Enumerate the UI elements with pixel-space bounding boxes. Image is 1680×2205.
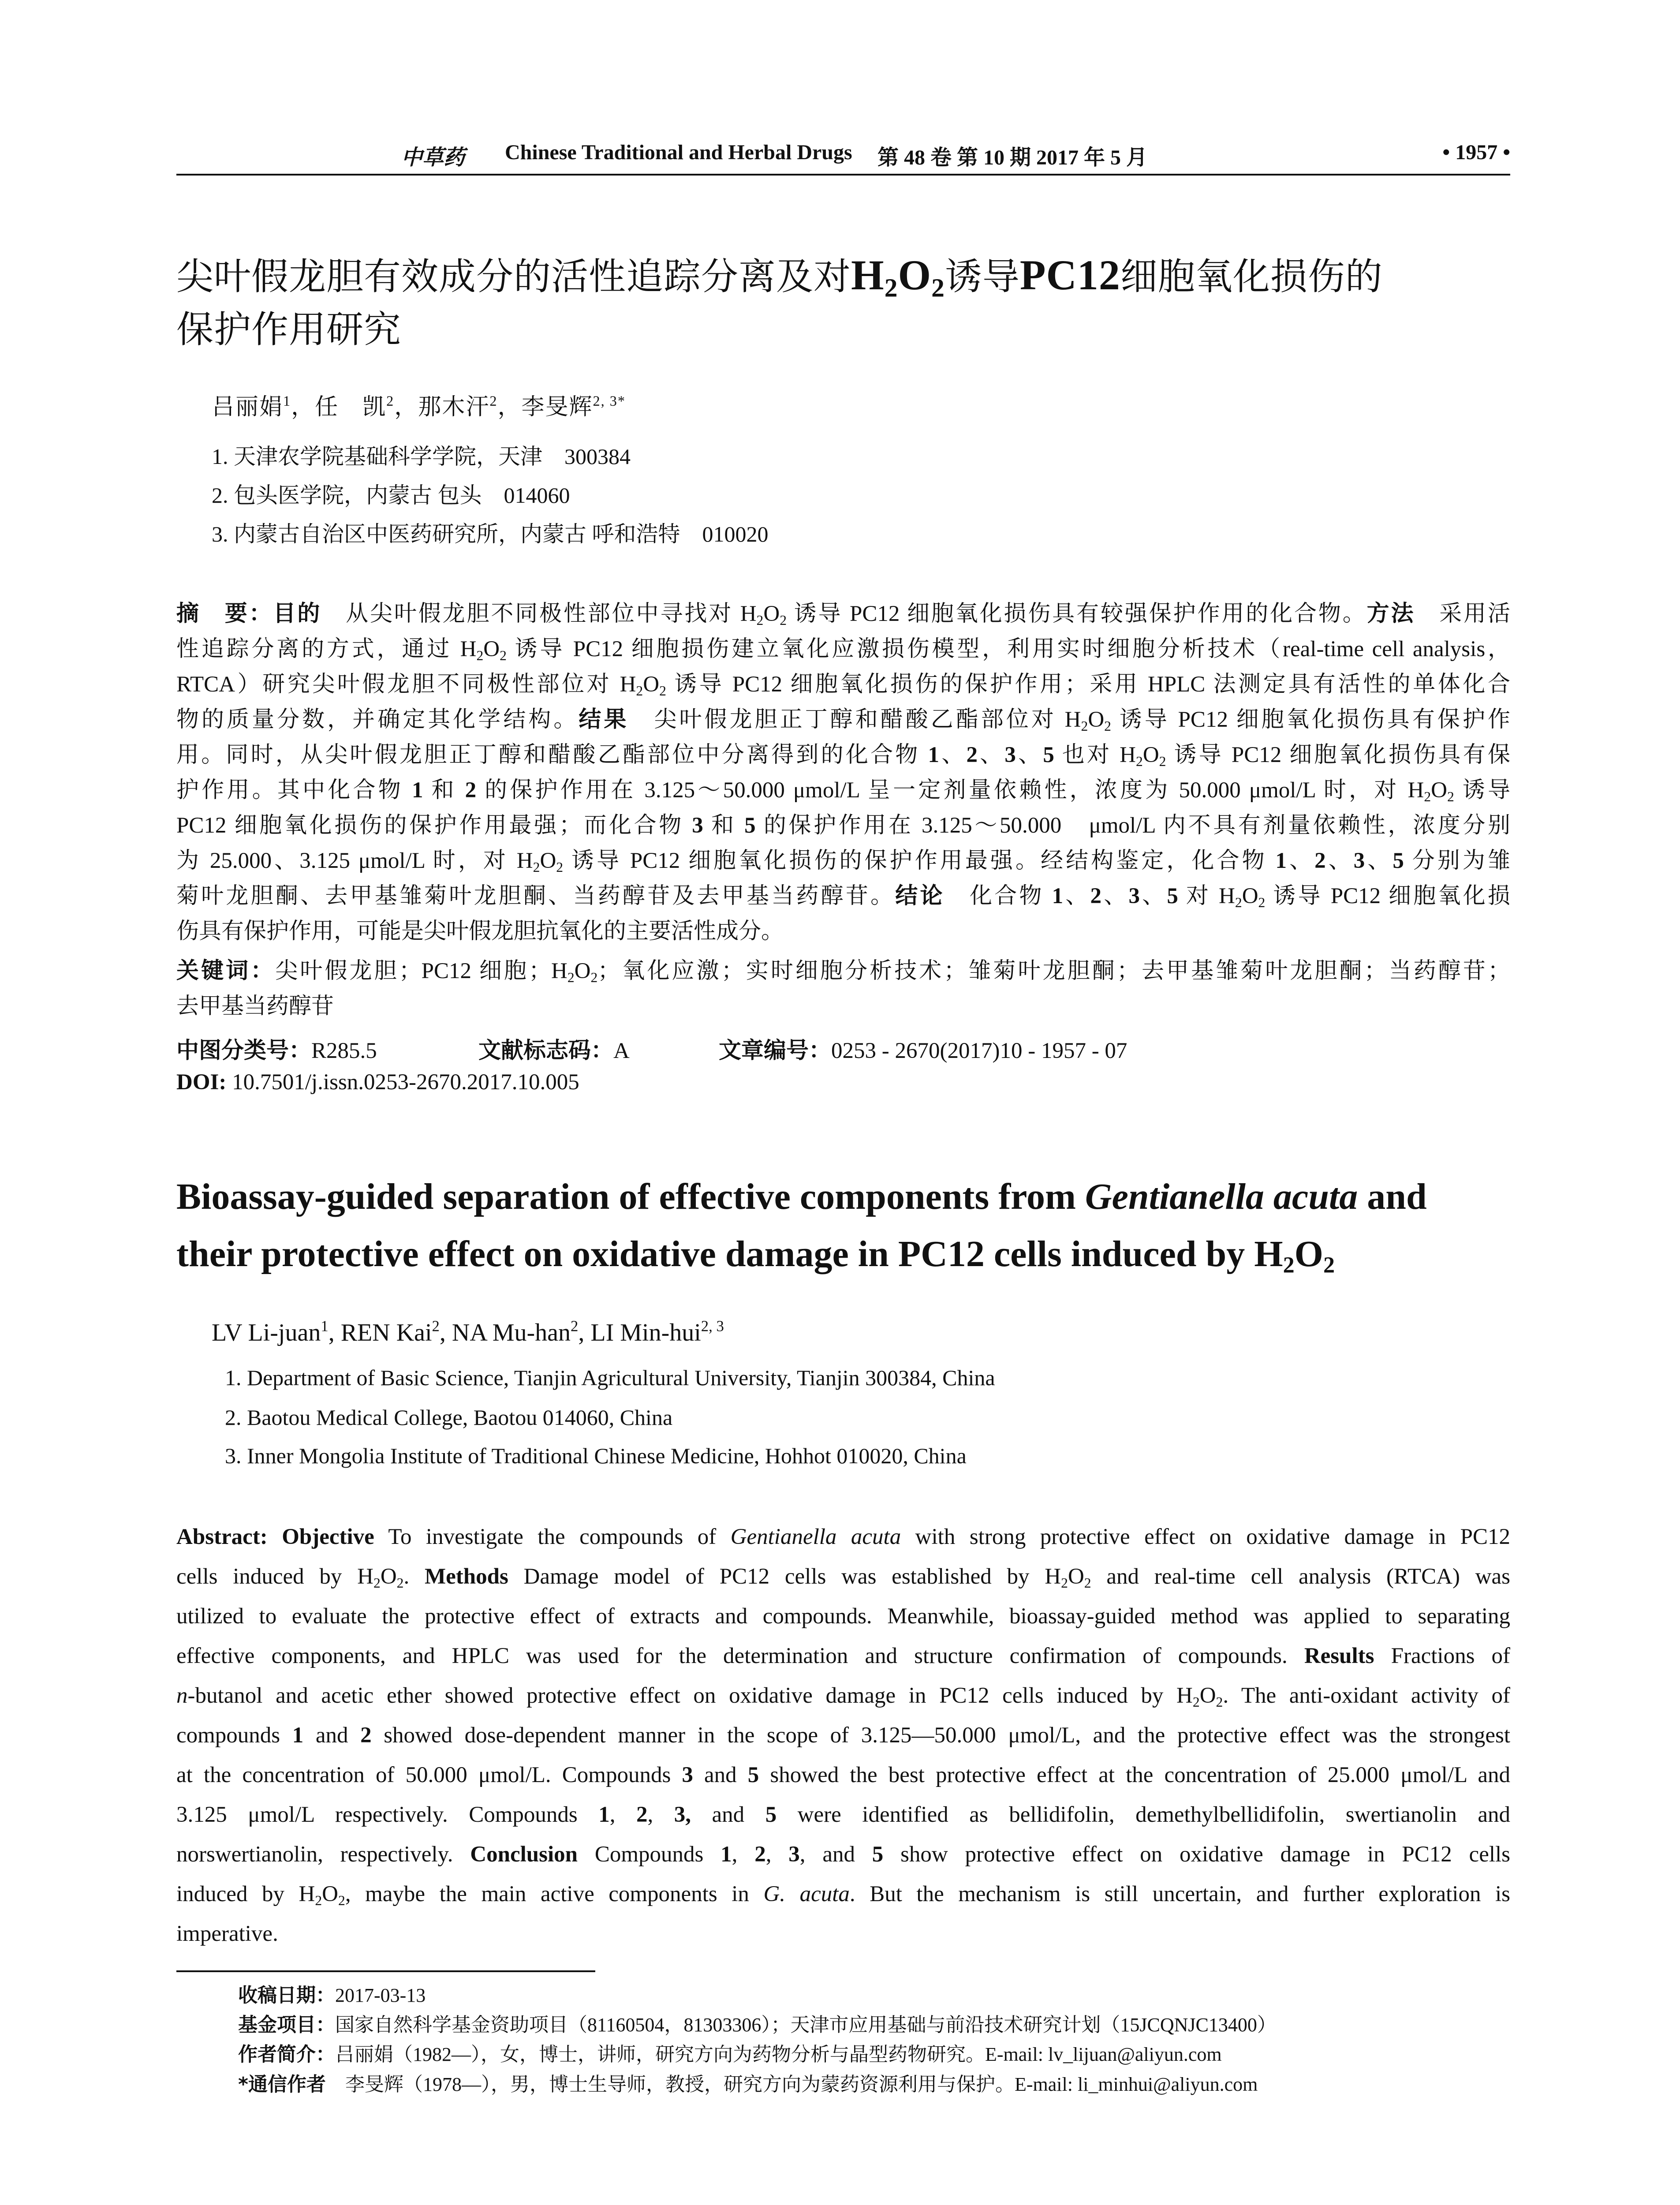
conclusion-label: 结论 (895, 883, 945, 909)
en-affiliation: 3. Inner Mongolia Institute of Traditional Chinese Medicine, Hohhot 010020, China (225, 1443, 967, 1468)
article-label: 文章编号： (719, 1038, 832, 1064)
cn-affiliation: 3. 内蒙古自治区中医药研究所，内蒙古 呼和浩特 010020 (212, 522, 769, 546)
en-abstract-line: Abstract: Objective To investigate the compounds of Gentianella acuta with strong protective effect on oxidative damage in PC12 (176, 1525, 1510, 1549)
en-abstract-line: induced by $H_2O_2$, maybe the main active components in G. acuta. But the mechanism is still uncertain, and further exploration is (176, 1882, 1510, 1908)
doi-label: DOI: (176, 1070, 227, 1095)
author-name: 任 凯 (315, 395, 387, 420)
en-abstract-line: compounds 1 and 2 showed dose-dependent manner in the scope of 3.125—50.000 μmol/L, and the protective effect was the strongest (176, 1723, 1510, 1748)
en-abstract-line: effective components, and HPLC was used for the determination and structure confirmation of compounds. Results Fractions of (176, 1644, 1510, 1668)
en-abstract-line: norswertianolin, respectively. Conclusion Compounds 1, 2, 3, and 5 show protective effect on oxidative damage in PC12 cells (176, 1842, 1510, 1867)
en-abstract-line: 3.125 μmol/L respectively. Compounds 1, 2, 3, and 5 were identified as bellidifolin, demethylbellidifolin, swertianolin and (176, 1802, 1510, 1827)
clc-label: 中图分类号： (176, 1038, 312, 1064)
cn-title-text: 诱导 (945, 255, 1020, 298)
en-title-line-1: Bioassay-guided separation of effective components from Gentianella acuta and (176, 1176, 1427, 1217)
cn-title-text: 细胞氧化损伤的 (1120, 255, 1383, 298)
author-name: 那木汗 (418, 395, 490, 420)
en-affiliation: 1. Department of Basic Science, Tianjin Agricultural University, Tianjin 300384, China (225, 1365, 995, 1390)
author-mark: 1 (283, 393, 291, 409)
cn-abstract-line: 菊叶龙胆酮、去甲基雏菊叶龙胆酮、当药醇苷及去甲基当药醇苷。结论 化合物 1、2、3、5 对 $H_2O_2$ 诱导 PC12 细胞氧化损 (176, 883, 1510, 910)
journal-name: Chinese Traditional and Herbal Drugs (505, 141, 852, 164)
running-header (176, 140, 1510, 175)
abstract-label: 摘 要： (176, 601, 273, 627)
en-abstract-line: utilized to evaluate the protective effect of extracts and compounds. Meanwhile, bioassay-guided method was applied to separating (176, 1604, 1510, 1629)
doc-value: A (613, 1039, 630, 1063)
title-pc12: PC12 (1019, 251, 1120, 299)
en-abstract-line: at the concentration of 50.000 μmol/L. Compounds 3 and 5 showed the best protective effect at the concentration of 25.000 μmol/L and (176, 1763, 1510, 1787)
cn-keywords-line-2: 去甲基当药醇苷 (176, 994, 334, 1019)
cn-abstract-line: 护作用。其中化合物 1 和 2 的保护作用在 3.125～50.000 μmol/L 呈一定剂量依赖性，浓度为 50.000 μmol/L 时，对 $H_2O_2$ 诱导 (176, 778, 1510, 804)
results-label: 结果 (579, 706, 629, 733)
keywords-label: 关键词： (176, 958, 276, 984)
doi-value: 10.7501/j.issn.0253-2670.2017.10.005 (226, 1070, 579, 1095)
author-name: 吕丽娟 (212, 395, 284, 420)
cn-abstract-line: 性追踪分离的方式，通过 $H_2O_2$ 诱导 PC12 细胞损伤建立氧化应激损伤模型，利用实时细胞分析技术（real-time cell analysis， (176, 637, 1510, 663)
footnote-corresponding-author: *通信作者 李旻辉（1978—），男，博士生导师，教授，研究方向为蒙药资源利用与保护。E-mail: li_minhui@aliyun.com (238, 2073, 1258, 2096)
page-number: • 1957 • (1442, 141, 1510, 164)
cn-title-line-2: 保护作用研究 (176, 308, 402, 351)
en-results-label: Results (1304, 1644, 1374, 1668)
cn-abstract-line: RTCA）研究尖叶假龙胆不同极性部位对 $H_2O_2$ 诱导 PC12 细胞氧化损伤的保护作用；采用 HPLC 法测定具有活性的单体化合 (176, 672, 1510, 699)
author-mark: 2 (386, 393, 395, 409)
author-mark: 2, 3* (593, 393, 626, 409)
doi-line (176, 1069, 579, 1095)
cn-keywords: 关键词：尖叶假龙胆；PC12 细胞；$H_2O_2$；氧化应激；实时细胞分析技术；雏菊叶龙胆酮；去甲基雏菊叶龙胆酮；当药醇苷； (176, 958, 1510, 985)
article-value: 0253 - 2670(2017)10 - 1957 - 07 (831, 1039, 1127, 1063)
clc-value: R285.5 (311, 1039, 377, 1063)
en-abstract-label: Abstract: Objective (176, 1525, 374, 1549)
objective-label: 目的 (273, 601, 322, 627)
title-h2o2: $H_2O_2$ (851, 251, 945, 303)
footnote-funding: 基金项目：国家自然科学基金资助项目（81160504，81303306）；天津市应用基础与前沿技术研究计划（15JCQNJC13400） (238, 2014, 1277, 2036)
en-methods-label: Methods (425, 1564, 508, 1589)
cn-title-line-1 (176, 247, 1383, 303)
cn-authors: 吕丽娟$^1$，任 凯$^2$，那木汗$^2$，李旻辉$^{2, 3*}$ (212, 393, 626, 420)
en-abstract-line: imperative. (176, 1921, 278, 1946)
cn-abstract-line: 物的质量分数，并确定其化学结构。结果 尖叶假龙胆正丁醇和醋酸乙酯部位对 $H_2O_2$ 诱导 PC12 细胞氧化损伤具有保护作 (176, 706, 1510, 734)
header-rule (176, 174, 1510, 176)
cn-abstract-line: 用。同时，从尖叶假龙胆正丁醇和醋酸乙酯部位中分离得到的化合物 1、2、3、5 也对 $H_2O_2$ 诱导 PC12 细胞氧化损伤具有保 (176, 743, 1510, 769)
author-mark: 2 (489, 393, 498, 409)
cn-title-text: 尖叶假龙胆有效成分的活性追踪分离及对 (176, 255, 851, 298)
cn-affiliation: 2. 包头医学院，内蒙古 包头 014060 (212, 483, 570, 508)
methods-label: 方法 (1366, 601, 1415, 627)
en-title-line-2: their protective effect on oxidative damage in PC12 cells induced by $H_2O_2$ (176, 1233, 1335, 1278)
cn-abstract-line: 摘 要：目的 从尖叶假龙胆不同极性部位中寻找对 $H_2O_2$ 诱导 PC12 细胞氧化损伤具有较强保护作用的化合物。方法 采用活 (176, 601, 1510, 628)
cn-classification (176, 1032, 377, 1065)
author-name: 李旻辉 (521, 395, 593, 420)
cn-abstract-line: PC12 细胞氧化损伤的保护作用最强；而化合物 3 和 5 的保护作用在 3.125～50.000 μmol/L 内不具有剂量依赖性，浓度分别 (176, 813, 1510, 838)
cn-abstract-line: 为 25.000、3.125 μmol/L 时，对 $H_2O_2$ 诱导 PC12 细胞氧化损伤的保护作用最强。经结构鉴定，化合物 1、2、3、5 分别为雏 (176, 848, 1510, 875)
cn-article-number (719, 1032, 1127, 1065)
journal-issue: 第 48 卷 第 10 期 2017 年 5 月 (877, 146, 1148, 169)
footnote-author-bio: 作者简介：吕丽娟（1982—），女，博士，讲师，研究方向为药物分析与晶型药物研究。E-mail: lv_lijuan@aliyun.com (238, 2043, 1222, 2066)
en-authors: LV Li-juan$^1$, REN Kai$^2$, NA Mu-han$^2$, LI Min-hui$^{2, 3}$ (212, 1317, 724, 1346)
footnote-rule (176, 1970, 595, 1972)
en-affiliation: 2. Baotou Medical College, Baotou 014060, China (225, 1405, 673, 1430)
cn-doc-code (478, 1032, 630, 1065)
journal-logo: 中草药 (401, 146, 465, 169)
doc-label: 文献标志码： (478, 1038, 614, 1064)
cn-abstract-line: 伤具有保护作用，可能是尖叶假龙胆抗氧化的主要活性成分。 (176, 919, 784, 944)
en-abstract-line: cells induced by $H_2O_2$. Methods Damage model of PC12 cells was established by $H_2O_2$ and real-time cell analysis (RTCA) was (176, 1564, 1510, 1591)
cn-affiliation: 1. 天津农学院基础科学学院，天津 300384 (212, 444, 631, 469)
footnote-received: 收稿日期：2017-03-13 (238, 1984, 426, 2007)
en-abstract-line: n-butanol and acetic ether showed protective effect on oxidative damage in PC12 cells induced by $H_2O_2$. The anti-oxidant activity of (176, 1683, 1510, 1710)
en-conclusion-label: Conclusion (470, 1842, 578, 1867)
